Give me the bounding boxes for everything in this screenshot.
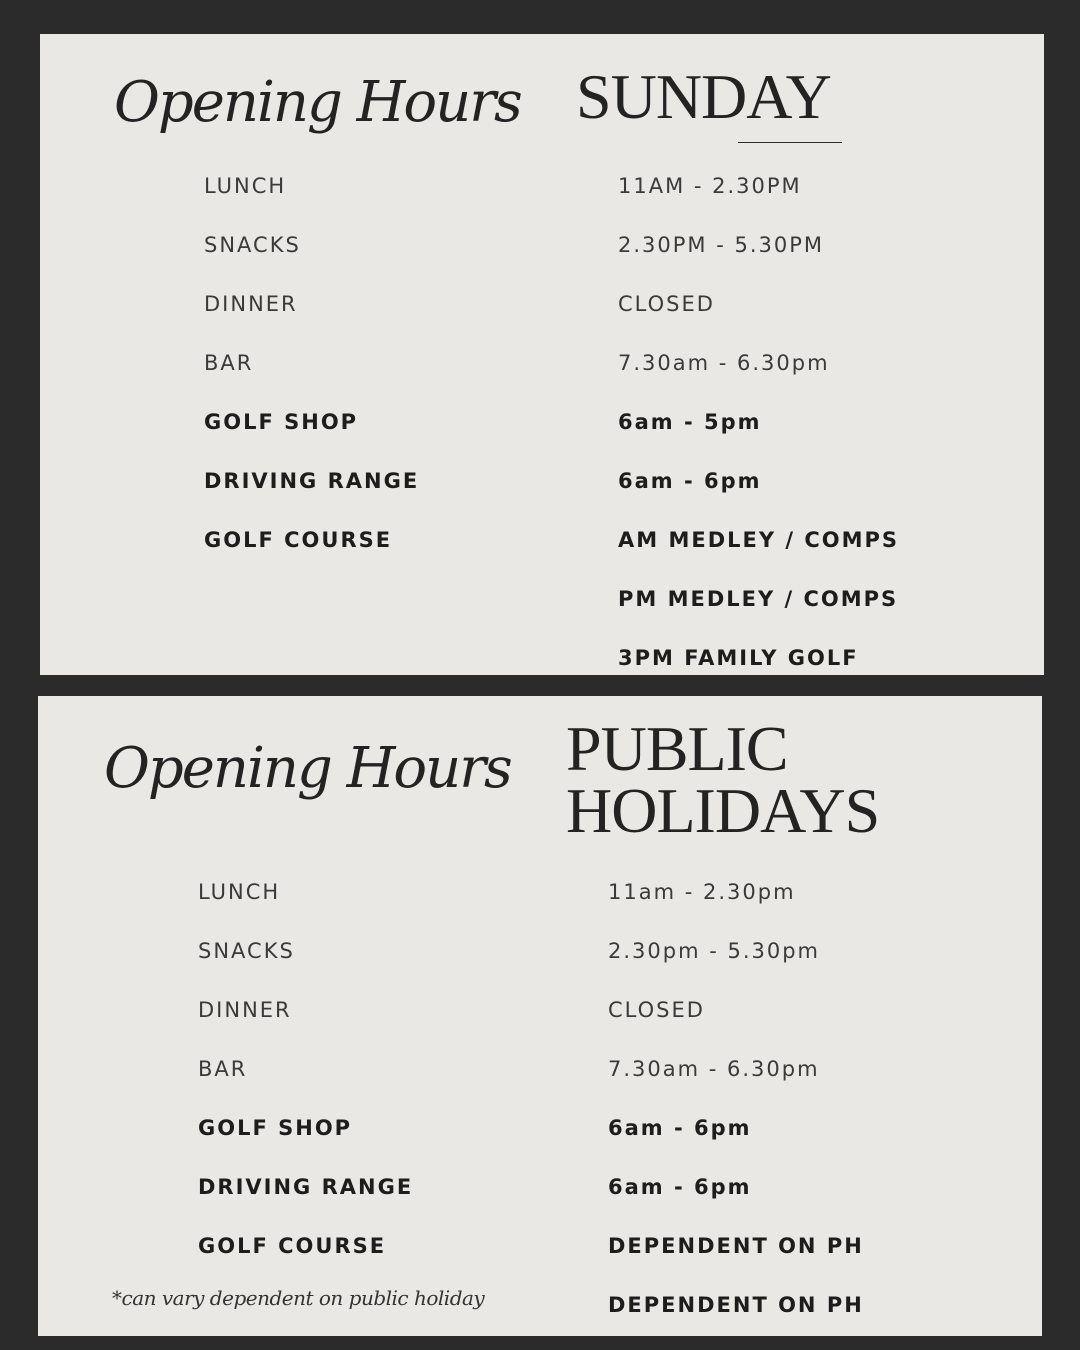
value-golf-shop: 6am - 6pm bbox=[608, 1116, 752, 1140]
label-driving-range: DRIVING RANGE bbox=[204, 469, 420, 493]
label-bar: BAR bbox=[198, 1057, 248, 1081]
value-golf-course-am: AM MEDLEY / COMPS bbox=[618, 528, 900, 552]
label-dinner: DINNER bbox=[198, 998, 292, 1022]
value-golf-course-1: DEPENDENT ON PH bbox=[608, 1234, 864, 1258]
label-bar: BAR bbox=[204, 351, 254, 375]
value-golf-course-2: DEPENDENT ON PH bbox=[608, 1293, 864, 1317]
value-golf-shop: 6am - 5pm bbox=[618, 410, 762, 434]
label-snacks: SNACKS bbox=[204, 233, 301, 257]
label-golf-shop: GOLF SHOP bbox=[198, 1116, 353, 1140]
label-golf-course: GOLF COURSE bbox=[198, 1234, 387, 1258]
opening-hours-script-title: Opening Hours bbox=[114, 70, 521, 135]
title-underline bbox=[738, 142, 842, 143]
value-driving-range: 6am - 6pm bbox=[608, 1175, 752, 1199]
value-golf-course-pm: PM MEDLEY / COMPS bbox=[618, 587, 899, 611]
label-dinner: DINNER bbox=[204, 292, 298, 316]
value-dinner: CLOSED bbox=[618, 292, 715, 316]
label-golf-shop: GOLF SHOP bbox=[204, 410, 359, 434]
value-snacks: 2.30pm - 5.30pm bbox=[608, 939, 821, 963]
value-bar: 7.30am - 6.30pm bbox=[608, 1057, 820, 1081]
value-dinner: CLOSED bbox=[608, 998, 705, 1022]
value-lunch: 11AM - 2.30PM bbox=[618, 174, 802, 198]
label-driving-range: DRIVING RANGE bbox=[198, 1175, 414, 1199]
value-lunch: 11am - 2.30pm bbox=[608, 880, 796, 904]
public-holidays-title-line2: HOLIDAYS bbox=[566, 775, 880, 846]
sunday-title: SUNDAY bbox=[576, 61, 831, 132]
sunday-hours-panel bbox=[40, 34, 1044, 675]
label-lunch: LUNCH bbox=[198, 880, 281, 904]
opening-hours-script-title: Opening Hours bbox=[104, 736, 511, 801]
value-golf-course-family: 3PM FAMILY GOLF bbox=[618, 646, 859, 670]
value-bar: 7.30am - 6.30pm bbox=[618, 351, 830, 375]
value-snacks: 2.30PM - 5.30PM bbox=[618, 233, 825, 257]
public-holidays-title-line1: PUBLIC bbox=[566, 713, 788, 784]
footnote: *can vary dependent on public holiday bbox=[112, 1286, 485, 1310]
label-golf-course: GOLF COURSE bbox=[204, 528, 393, 552]
label-snacks: SNACKS bbox=[198, 939, 295, 963]
label-lunch: LUNCH bbox=[204, 174, 287, 198]
public-holidays-hours-panel bbox=[38, 696, 1042, 1336]
value-driving-range: 6am - 6pm bbox=[618, 469, 762, 493]
